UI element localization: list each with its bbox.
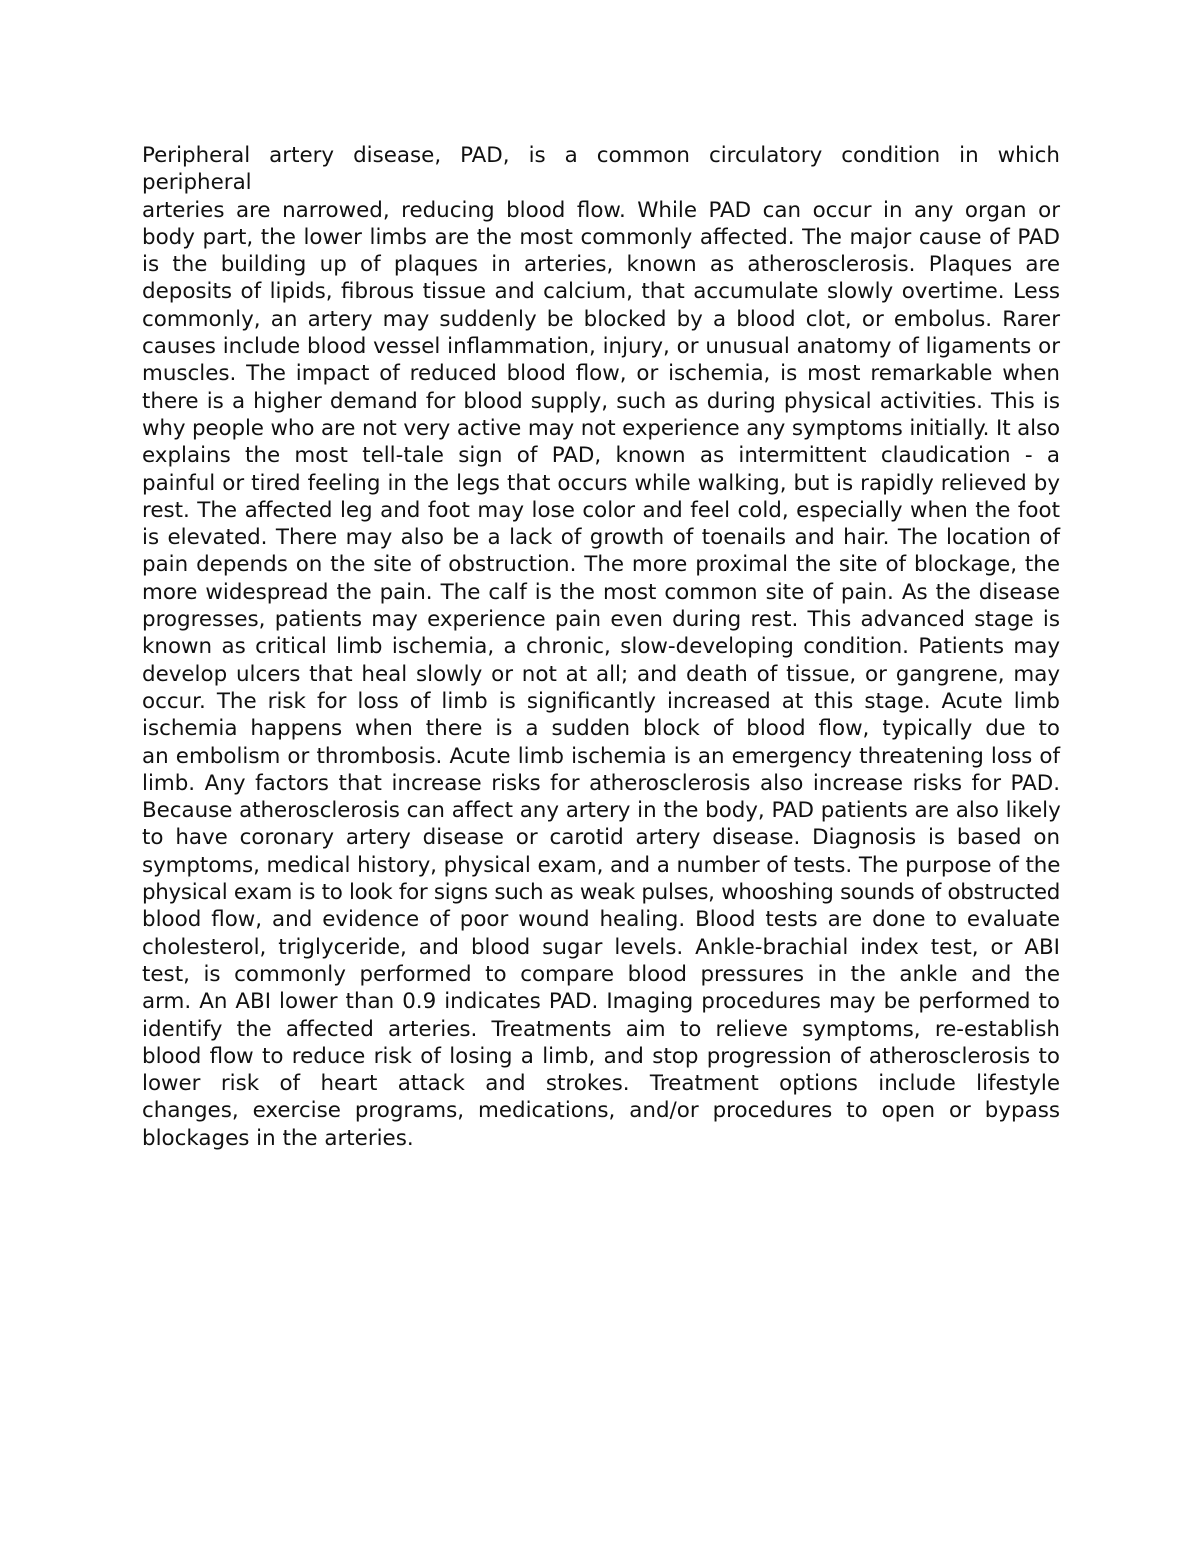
text-line: changes, exercise programs, medications, and/or procedures to open or bypass xyxy=(142,1098,1060,1124)
text-line: test, is commonly performed to compare blood pressures in the ankle and the xyxy=(142,961,1060,987)
text-line: deposits of lipids, fibrous tissue and calcium, that accumulate slowly overtime. Less xyxy=(142,279,1060,305)
text-line: cholesterol, triglyceride, and blood sugar levels. Ankle-brachial index test, or ABI xyxy=(142,934,1060,960)
text-line: peripheral xyxy=(142,170,252,196)
text-line: causes include blood vessel inflammation, injury, or unusual anatomy of ligaments or xyxy=(142,334,1060,360)
text-line: commonly, an artery may suddenly be blocked by a blood clot, or embolus. Rarer xyxy=(142,306,1060,332)
text-line: blood flow, and evidence of poor wound healing. Blood tests are done to evaluate xyxy=(142,907,1060,933)
text-line: blood flow to reduce risk of losing a limb, and stop progression of atherosclerosis to xyxy=(142,1043,1060,1069)
text-line: an embolism or thrombosis. Acute limb ischemia is an emergency threatening loss of xyxy=(142,743,1060,769)
text-line: why people who are not very active may not experience any symptoms initially. It also xyxy=(142,415,1060,441)
text-line: develop ulcers that heal slowly or not at all; and death of tissue, or gangrene, may xyxy=(142,661,1060,687)
text-line: physical exam is to look for signs such as weak pulses, whooshing sounds of obstructed xyxy=(142,880,1060,906)
text-line: occur. The risk for loss of limb is significantly increased at this stage. Acute limb xyxy=(142,688,1060,714)
text-line: to have coronary artery disease or carotid artery disease. Diagnosis is based on xyxy=(142,825,1060,851)
text-line: explains the most tell-tale sign of PAD, known as intermittent claudication - a xyxy=(142,443,1060,469)
text-line: there is a higher demand for blood supply, such as during physical activities. This is xyxy=(142,388,1060,414)
text-line: progresses, patients may experience pain even during rest. This advanced stage is xyxy=(142,607,1060,633)
text-line: arm. An ABI lower than 0.9 indicates PAD. Imaging procedures may be performed to xyxy=(142,989,1060,1015)
text-line: more widespread the pain. The calf is the most common site of pain. As the disease xyxy=(142,579,1060,605)
text-line: known as critical limb ischemia, a chronic, slow-developing condition. Patients may xyxy=(142,634,1060,660)
text-line: Peripheral artery disease, PAD, is a common circulatory condition in which xyxy=(142,143,1060,168)
text-line: arteries are narrowed, reducing blood flow. While PAD can occur in any organ or xyxy=(142,197,1060,223)
text-line: is the building up of plaques in arteries, known as atherosclerosis. Plaques are xyxy=(142,252,1060,278)
text-line: body part, the lower limbs are the most commonly affected. The major cause of PAD xyxy=(142,224,1060,250)
text-line: identify the affected arteries. Treatments aim to relieve symptoms, re-establish xyxy=(142,1016,1060,1042)
text-line: pain depends on the site of obstruction. The more proximal the site of blockage, the xyxy=(142,552,1060,578)
text-line: Because atherosclerosis can affect any artery in the body, PAD patients are also likely xyxy=(142,798,1061,824)
text-line: rest. The affected leg and foot may lose color and feel cold, especially when the foot xyxy=(142,497,1060,523)
text-line: muscles. The impact of reduced blood flow, or ischemia, is most remarkable when xyxy=(142,361,1060,387)
text-line: symptoms, medical history, physical exam, and a number of tests. The purpose of the xyxy=(142,852,1061,878)
text-line: is elevated. There may also be a lack of growth of toenails and hair. The location of xyxy=(142,525,1060,551)
text-line: limb. Any factors that increase risks for atherosclerosis also increase risks for PAD. xyxy=(142,770,1060,796)
text-line: lower risk of heart attack and strokes. Treatment options include lifestyle xyxy=(142,1071,1060,1097)
text-line: painful or tired feeling in the legs that occurs while walking, but is rapidly relieved by xyxy=(142,470,1060,496)
text-line: ischemia happens when there is a sudden block of blood flow, typically due to xyxy=(142,716,1060,742)
text-line: blockages in the arteries. xyxy=(142,1125,414,1151)
body-paragraph xyxy=(142,142,1060,1152)
